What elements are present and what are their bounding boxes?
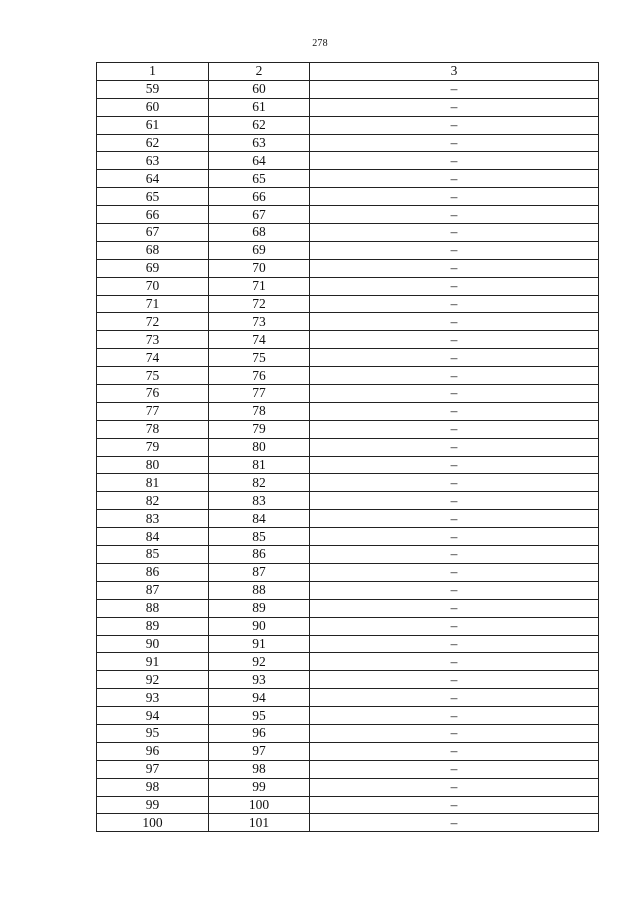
table-row bbox=[97, 134, 599, 152]
table-cell-col-3: – bbox=[310, 760, 599, 778]
table-cell-col-2: 64 bbox=[209, 152, 310, 170]
table-cell-col-3: – bbox=[310, 241, 599, 259]
table-row bbox=[97, 635, 599, 653]
table-row bbox=[97, 170, 599, 188]
table-cell-col-1: 66 bbox=[97, 206, 209, 224]
table-cell-col-3: – bbox=[310, 438, 599, 456]
table-cell-col-2: 71 bbox=[209, 277, 310, 295]
table-cell-col-3: – bbox=[310, 581, 599, 599]
table-cell-col-1: 91 bbox=[97, 653, 209, 671]
table-cell-col-1: 93 bbox=[97, 689, 209, 707]
table-row bbox=[97, 599, 599, 617]
table-cell-col-1: 59 bbox=[97, 80, 209, 98]
table-cell-col-1: 89 bbox=[97, 617, 209, 635]
table-cell-col-1: 88 bbox=[97, 599, 209, 617]
table-cell-col-3: – bbox=[310, 116, 599, 134]
table-cell-col-1: 85 bbox=[97, 546, 209, 564]
table-cell-col-3: – bbox=[310, 546, 599, 564]
table-cell-col-2: 87 bbox=[209, 563, 310, 581]
table-cell-col-3: – bbox=[310, 134, 599, 152]
table-row bbox=[97, 116, 599, 134]
table-cell-col-2: 91 bbox=[209, 635, 310, 653]
table-cell-col-1: 90 bbox=[97, 635, 209, 653]
table-row bbox=[97, 760, 599, 778]
table-cell-col-3: – bbox=[310, 492, 599, 510]
table-cell-col-3: – bbox=[310, 277, 599, 295]
table-cell-col-3: – bbox=[310, 385, 599, 403]
table-row bbox=[97, 617, 599, 635]
table-row bbox=[97, 528, 599, 546]
table-row bbox=[97, 546, 599, 564]
table-cell-col-1: 80 bbox=[97, 456, 209, 474]
table-cell-col-1: 62 bbox=[97, 134, 209, 152]
table-row bbox=[97, 492, 599, 510]
table-cell-col-2: 82 bbox=[209, 474, 310, 492]
table-cell-col-3: – bbox=[310, 510, 599, 528]
table-cell-col-1: 67 bbox=[97, 224, 209, 242]
table-row bbox=[97, 653, 599, 671]
table-row bbox=[97, 367, 599, 385]
table-cell-col-1: 73 bbox=[97, 331, 209, 349]
data-table bbox=[96, 62, 599, 832]
table-cell-col-3: – bbox=[310, 563, 599, 581]
table-cell-col-2: 81 bbox=[209, 456, 310, 474]
table-cell-col-3: – bbox=[310, 98, 599, 116]
table-cell-col-2: 78 bbox=[209, 402, 310, 420]
table-body bbox=[97, 80, 599, 831]
table-cell-col-1: 61 bbox=[97, 116, 209, 134]
column-header-1: 1 bbox=[97, 63, 209, 81]
table-cell-col-3: – bbox=[310, 635, 599, 653]
table-cell-col-2: 93 bbox=[209, 671, 310, 689]
table-cell-col-3: – bbox=[310, 170, 599, 188]
table-cell-col-3: – bbox=[310, 653, 599, 671]
table-row bbox=[97, 277, 599, 295]
table-header-row bbox=[97, 63, 599, 81]
table-cell-col-2: 84 bbox=[209, 510, 310, 528]
table-header bbox=[97, 63, 599, 81]
table-row bbox=[97, 80, 599, 98]
table-cell-col-2: 72 bbox=[209, 295, 310, 313]
table-cell-col-2: 66 bbox=[209, 188, 310, 206]
table-row bbox=[97, 385, 599, 403]
table-row bbox=[97, 241, 599, 259]
table-cell-col-1: 71 bbox=[97, 295, 209, 313]
table-cell-col-1: 99 bbox=[97, 796, 209, 814]
table-cell-col-2: 65 bbox=[209, 170, 310, 188]
table-cell-col-2: 70 bbox=[209, 259, 310, 277]
table-row bbox=[97, 152, 599, 170]
table-cell-col-1: 69 bbox=[97, 259, 209, 277]
table-row bbox=[97, 724, 599, 742]
table-row bbox=[97, 742, 599, 760]
table-row bbox=[97, 778, 599, 796]
table-cell-col-3: – bbox=[310, 188, 599, 206]
table-cell-col-2: 88 bbox=[209, 581, 310, 599]
table-cell-col-2: 62 bbox=[209, 116, 310, 134]
table-cell-col-1: 78 bbox=[97, 420, 209, 438]
table-cell-col-2: 75 bbox=[209, 349, 310, 367]
table-cell-col-1: 95 bbox=[97, 724, 209, 742]
table-cell-col-3: – bbox=[310, 689, 599, 707]
table-cell-col-1: 87 bbox=[97, 581, 209, 599]
table-cell-col-3: – bbox=[310, 814, 599, 832]
table-row bbox=[97, 689, 599, 707]
table-cell-col-1: 83 bbox=[97, 510, 209, 528]
table-cell-col-1: 79 bbox=[97, 438, 209, 456]
table-cell-col-1: 64 bbox=[97, 170, 209, 188]
table-cell-col-3: – bbox=[310, 796, 599, 814]
table-cell-col-3: – bbox=[310, 474, 599, 492]
table-row bbox=[97, 402, 599, 420]
table-cell-col-2: 79 bbox=[209, 420, 310, 438]
column-header-3: 3 bbox=[310, 63, 599, 81]
table-cell-col-2: 85 bbox=[209, 528, 310, 546]
table-row bbox=[97, 224, 599, 242]
table-cell-col-3: – bbox=[310, 259, 599, 277]
table-row bbox=[97, 349, 599, 367]
table-cell-col-2: 98 bbox=[209, 760, 310, 778]
column-header-2: 2 bbox=[209, 63, 310, 81]
table-row bbox=[97, 581, 599, 599]
table-row bbox=[97, 456, 599, 474]
table-row bbox=[97, 295, 599, 313]
table-row bbox=[97, 438, 599, 456]
table-row bbox=[97, 510, 599, 528]
table-cell-col-1: 98 bbox=[97, 778, 209, 796]
table-cell-col-1: 77 bbox=[97, 402, 209, 420]
table-cell-col-3: – bbox=[310, 707, 599, 725]
table-cell-col-2: 97 bbox=[209, 742, 310, 760]
table-cell-col-3: – bbox=[310, 778, 599, 796]
table-cell-col-2: 74 bbox=[209, 331, 310, 349]
table-cell-col-2: 61 bbox=[209, 98, 310, 116]
table-cell-col-3: – bbox=[310, 724, 599, 742]
table-cell-col-1: 97 bbox=[97, 760, 209, 778]
table-cell-col-3: – bbox=[310, 313, 599, 331]
table-cell-col-2: 60 bbox=[209, 80, 310, 98]
table-row bbox=[97, 671, 599, 689]
table-cell-col-2: 90 bbox=[209, 617, 310, 635]
table-cell-col-1: 100 bbox=[97, 814, 209, 832]
table-cell-col-1: 76 bbox=[97, 385, 209, 403]
table-cell-col-2: 101 bbox=[209, 814, 310, 832]
table-cell-col-3: – bbox=[310, 206, 599, 224]
table-cell-col-1: 70 bbox=[97, 277, 209, 295]
table-cell-col-2: 69 bbox=[209, 241, 310, 259]
table-cell-col-2: 83 bbox=[209, 492, 310, 510]
table-cell-col-3: – bbox=[310, 367, 599, 385]
table-cell-col-1: 75 bbox=[97, 367, 209, 385]
table-row bbox=[97, 474, 599, 492]
table-cell-col-2: 99 bbox=[209, 778, 310, 796]
table-cell-col-2: 73 bbox=[209, 313, 310, 331]
table-row bbox=[97, 563, 599, 581]
table-cell-col-2: 100 bbox=[209, 796, 310, 814]
table-cell-col-3: – bbox=[310, 456, 599, 474]
table-cell-col-1: 84 bbox=[97, 528, 209, 546]
table-cell-col-2: 67 bbox=[209, 206, 310, 224]
table-cell-col-1: 81 bbox=[97, 474, 209, 492]
table-cell-col-1: 63 bbox=[97, 152, 209, 170]
table-row bbox=[97, 420, 599, 438]
table-cell-col-3: – bbox=[310, 152, 599, 170]
table-cell-col-2: 95 bbox=[209, 707, 310, 725]
table-cell-col-3: – bbox=[310, 295, 599, 313]
table-cell-col-1: 92 bbox=[97, 671, 209, 689]
table-cell-col-2: 89 bbox=[209, 599, 310, 617]
table-row bbox=[97, 98, 599, 116]
table-cell-col-3: – bbox=[310, 599, 599, 617]
table-cell-col-3: – bbox=[310, 402, 599, 420]
table-cell-col-1: 68 bbox=[97, 241, 209, 259]
table-row bbox=[97, 259, 599, 277]
table-row bbox=[97, 188, 599, 206]
table-cell-col-1: 94 bbox=[97, 707, 209, 725]
table-cell-col-1: 60 bbox=[97, 98, 209, 116]
table-cell-col-1: 82 bbox=[97, 492, 209, 510]
table-cell-col-3: – bbox=[310, 224, 599, 242]
table-row bbox=[97, 313, 599, 331]
table-cell-col-1: 86 bbox=[97, 563, 209, 581]
table-cell-col-2: 96 bbox=[209, 724, 310, 742]
page-number: 278 bbox=[312, 38, 328, 49]
table-cell-col-3: – bbox=[310, 617, 599, 635]
table-row bbox=[97, 814, 599, 832]
table-cell-col-1: 65 bbox=[97, 188, 209, 206]
table-cell-col-3: – bbox=[310, 80, 599, 98]
table-cell-col-2: 86 bbox=[209, 546, 310, 564]
table-row bbox=[97, 707, 599, 725]
table-row bbox=[97, 206, 599, 224]
table-cell-col-2: 94 bbox=[209, 689, 310, 707]
table-cell-col-1: 96 bbox=[97, 742, 209, 760]
table-cell-col-3: – bbox=[310, 420, 599, 438]
table-cell-col-3: – bbox=[310, 528, 599, 546]
table-cell-col-1: 72 bbox=[97, 313, 209, 331]
table-cell-col-2: 76 bbox=[209, 367, 310, 385]
table-row bbox=[97, 331, 599, 349]
table-cell-col-3: – bbox=[310, 349, 599, 367]
table-cell-col-2: 63 bbox=[209, 134, 310, 152]
table-cell-col-2: 68 bbox=[209, 224, 310, 242]
table-cell-col-2: 77 bbox=[209, 385, 310, 403]
table-cell-col-3: – bbox=[310, 331, 599, 349]
table-row bbox=[97, 796, 599, 814]
table-cell-col-3: – bbox=[310, 742, 599, 760]
table-cell-col-2: 80 bbox=[209, 438, 310, 456]
table-cell-col-3: – bbox=[310, 671, 599, 689]
table-cell-col-1: 74 bbox=[97, 349, 209, 367]
table-cell-col-2: 92 bbox=[209, 653, 310, 671]
